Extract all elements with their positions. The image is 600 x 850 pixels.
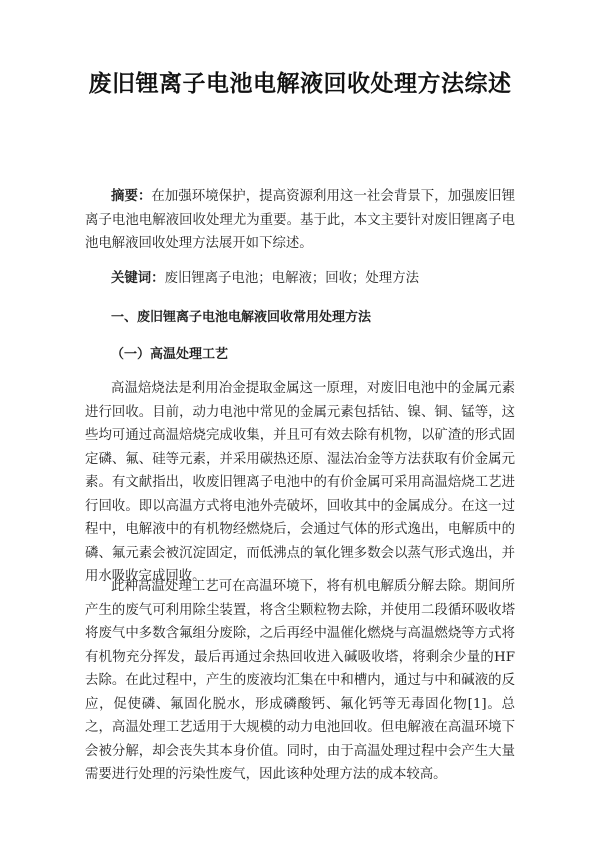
keywords [85,267,515,291]
subsection-heading: （一）高温处理工艺 [111,347,229,362]
keywords-text: 废旧锂离子电池；电解液；回收；处理方法 [164,271,419,286]
abstract [85,185,515,256]
body-paragraph-2: 此种高温处理工艺可在高温环境下，将有机电解质分解去除。期间所产生的废气可利用除尘装置，将含尘颗粒物去除，并使用二段循环吸收塔将废气中多数含氟组分废除，之后再经中温催化燃烧与高温燃烧等方式将有机物充分挥发，最后再通过余热回收进入碱吸收塔，将剩余少量的HF去除。在此过程中，产生的废液均汇集在中和槽内，通过与中和碱液的反应，促使磷、氟固化脱水，形成磷酸钙、氟化钙等无毒固化物[1]。总之，高温处理工艺适用于大规模的动力电池回收。但电解液在高温环境下会被分解，却会丧失其本身价值。同时，由于高温处理过程中会产生大量需要进行处理的污染性废气，因此该种处理方法的成本较高。 [85,579,515,782]
keywords-label: 关键词： [111,271,165,286]
body-paragraph-1: 高温焙烧法是利用冶金提取金属这一原理，对废旧电池中的金属元素进行回收。目前，动力电池中常见的金属元素包括钴、镍、铜、锰等，这些均可通过高温焙烧完成收集，并且可有效去除有机物，以矿渣的形式固定磷、氟、硅等元素，并采用碳热还原、湿法冶金等方法获取有价金属元素。有文献指出，收废旧锂离子电池中的有价金属可采用高温焙烧工艺进行回收。即以高温方式将电池外壳破坏，回收其中的金属成分。在这一过程中，电解液中的有机物经燃烧后，会通过气体的形式逸出，电解质中的磷、氟元素会被沉淀固定，而低沸点的氧化锂多数会以蒸气形式逸出，并用水吸收完成回收。 [85,381,515,584]
section-heading: 一、废旧锂离子电池电解液回收常用处理方法 [111,310,372,325]
abstract-text: 在加强环境保护，提高资源利用这一社会背景下，加强废旧锂离子电池电解液回收处理尤为重要。基于此，本文主要针对废旧锂离子电池电解液回收处理方法展开如下综述。 [85,189,516,251]
abstract-label: 摘要： [111,189,152,204]
paper-title: 废旧锂离子电池电解液回收处理方法综述 [88,71,512,97]
